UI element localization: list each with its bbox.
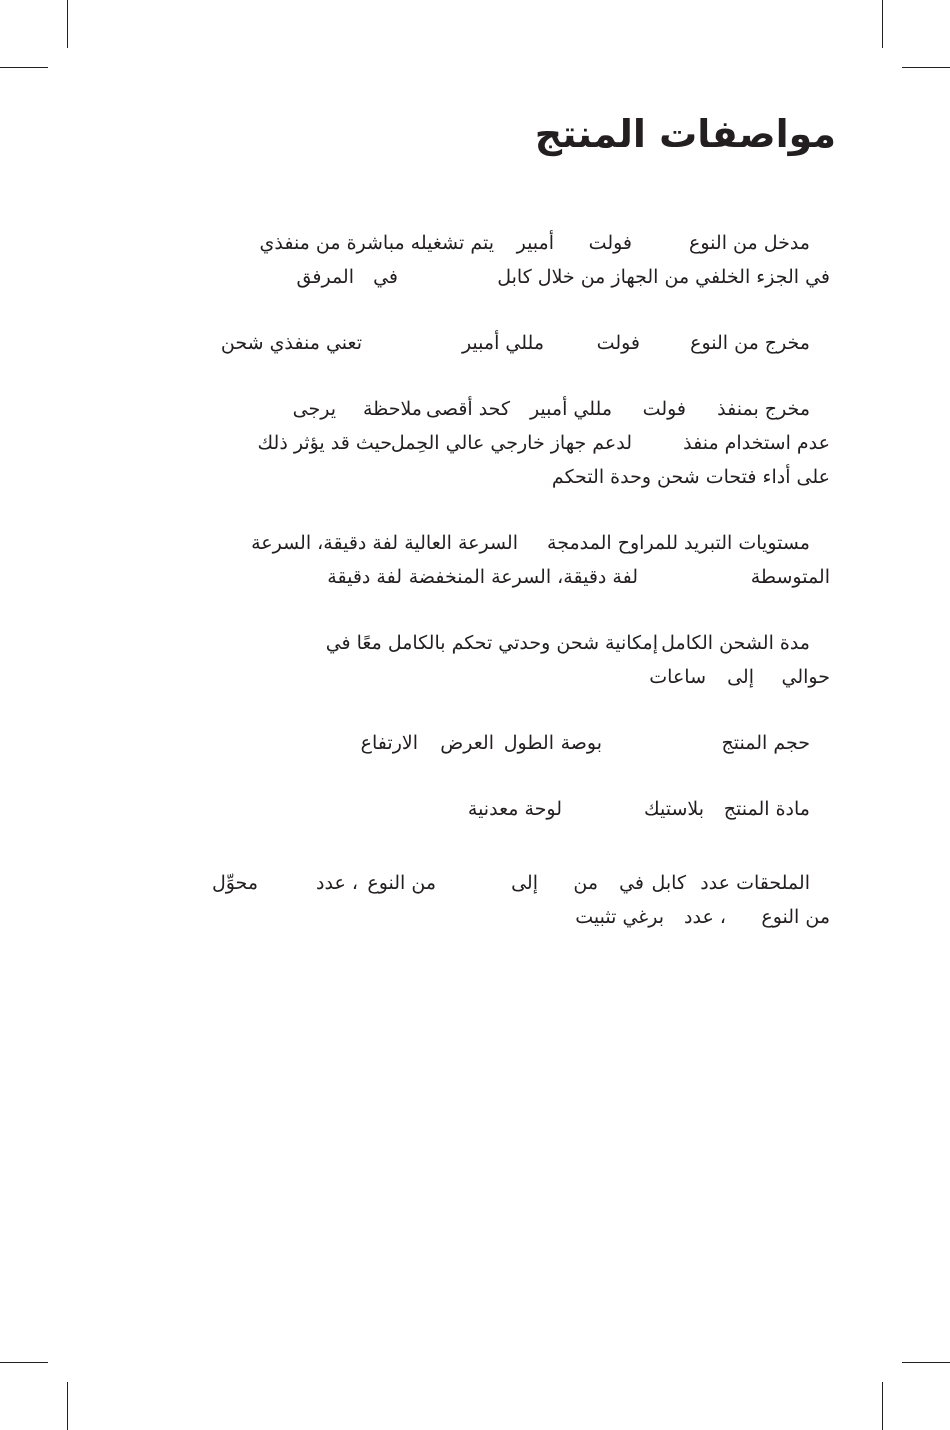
spec-text: لفة دقيقة	[327, 566, 402, 588]
spec-text: إلى	[727, 666, 754, 688]
spec-text: ، عدد	[684, 906, 726, 928]
spec-item	[120, 792, 830, 826]
spec-text: فولت	[588, 232, 632, 254]
spec-text: في	[619, 872, 644, 894]
spec-text: ملاحظة	[362, 398, 422, 420]
spec-line	[120, 792, 830, 826]
spec-line	[120, 260, 830, 294]
spec-line	[120, 900, 830, 934]
crop-mark	[882, 1382, 883, 1430]
spec-text: في	[373, 266, 398, 288]
spec-item	[120, 226, 830, 294]
spec-text: عدد	[700, 872, 730, 894]
spec-line	[120, 660, 830, 694]
spec-text: لدعم جهاز خارجي عالي الحِمل	[390, 432, 632, 454]
spec-line	[120, 726, 830, 760]
spec-item	[120, 526, 830, 594]
crop-mark	[67, 0, 68, 48]
spec-item	[120, 626, 830, 694]
spec-text: مستويات التبريد للمراوح المدمجة	[547, 532, 810, 554]
spec-line	[120, 426, 830, 460]
spec-line	[120, 392, 830, 426]
spec-text: المرفق	[296, 266, 354, 288]
spec-text: من النوع	[367, 872, 436, 894]
spec-text: مدة الشحن الكامل	[661, 632, 810, 654]
spec-text: مللي أمبير	[529, 398, 612, 420]
spec-line	[120, 560, 830, 594]
spec-text: من	[573, 872, 598, 894]
spec-text: مللي أمبير	[461, 332, 544, 354]
spec-text: الارتفاع	[360, 732, 418, 754]
spec-text: بلاستيك	[643, 798, 704, 820]
spec-line	[120, 460, 830, 494]
spec-line	[120, 526, 830, 560]
spec-text: فولت	[642, 398, 686, 420]
spec-line	[120, 326, 830, 360]
spec-text: لفة دقيقة، السرعة المنخفضة	[408, 566, 638, 588]
page-title: مواصفات المنتج	[534, 112, 836, 156]
spec-text: إلى	[511, 872, 538, 894]
spec-text: المتوسطة	[750, 566, 830, 588]
spec-text: على أداء فتحات شحن وحدة التحكم	[551, 466, 830, 488]
crop-mark	[882, 0, 883, 48]
spec-text: فولت	[596, 332, 640, 354]
crop-mark	[902, 1362, 950, 1363]
crop-mark	[67, 1382, 68, 1430]
spec-text: مادة المنتج	[723, 798, 810, 820]
spec-text: السرعة العالية	[404, 532, 518, 554]
spec-text: مخرج من النوع	[690, 332, 810, 354]
spec-text: من النوع	[761, 906, 830, 928]
crop-mark	[902, 67, 950, 68]
spec-line	[120, 626, 830, 660]
spec-text: كحد أقصى	[426, 398, 510, 420]
spec-text: العرض	[440, 732, 494, 754]
spec-text: حجم المنتج	[721, 732, 810, 754]
spec-text: ساعات	[649, 666, 706, 688]
spec-text: يرجى	[292, 398, 336, 420]
spec-text: لفة دقيقة، السرعة	[251, 532, 398, 554]
spec-text: إمكانية شحن وحدتي تحكم بالكامل معًا في	[325, 632, 658, 654]
spec-text: مدخل من النوع	[689, 232, 810, 254]
spec-text: الملحقات	[736, 872, 810, 894]
spec-text: لوحة معدنية	[467, 798, 562, 820]
spec-text: حوالي	[781, 666, 830, 688]
spec-text: أمبير	[516, 232, 554, 254]
spec-text: في الجزء الخلفي من الجهاز من خلال كابل	[497, 266, 830, 288]
spec-line	[120, 866, 830, 900]
spec-text: بوصة	[560, 732, 602, 754]
spec-line	[120, 226, 830, 260]
spec-text: عدم استخدام منفذ	[683, 432, 830, 454]
spec-text: ، عدد	[316, 872, 358, 894]
spec-item	[120, 326, 830, 360]
crop-mark	[0, 67, 48, 68]
spec-text: تعني منفذي شحن	[220, 332, 362, 354]
spec-text: محوِّل	[211, 872, 258, 894]
crop-mark	[0, 1362, 48, 1363]
spec-text: مخرج بمنفذ	[717, 398, 810, 420]
spec-text: الطول	[503, 732, 554, 754]
spec-item	[120, 866, 830, 934]
spec-text: حيث قد يؤثر ذلك	[257, 432, 392, 454]
spec-text: كابل	[651, 872, 686, 894]
spec-item	[120, 726, 830, 760]
spec-text: برغي تثبيت	[575, 906, 664, 928]
spec-text: يتم تشغيله مباشرة من منفذي	[259, 232, 494, 254]
spec-item	[120, 392, 830, 494]
